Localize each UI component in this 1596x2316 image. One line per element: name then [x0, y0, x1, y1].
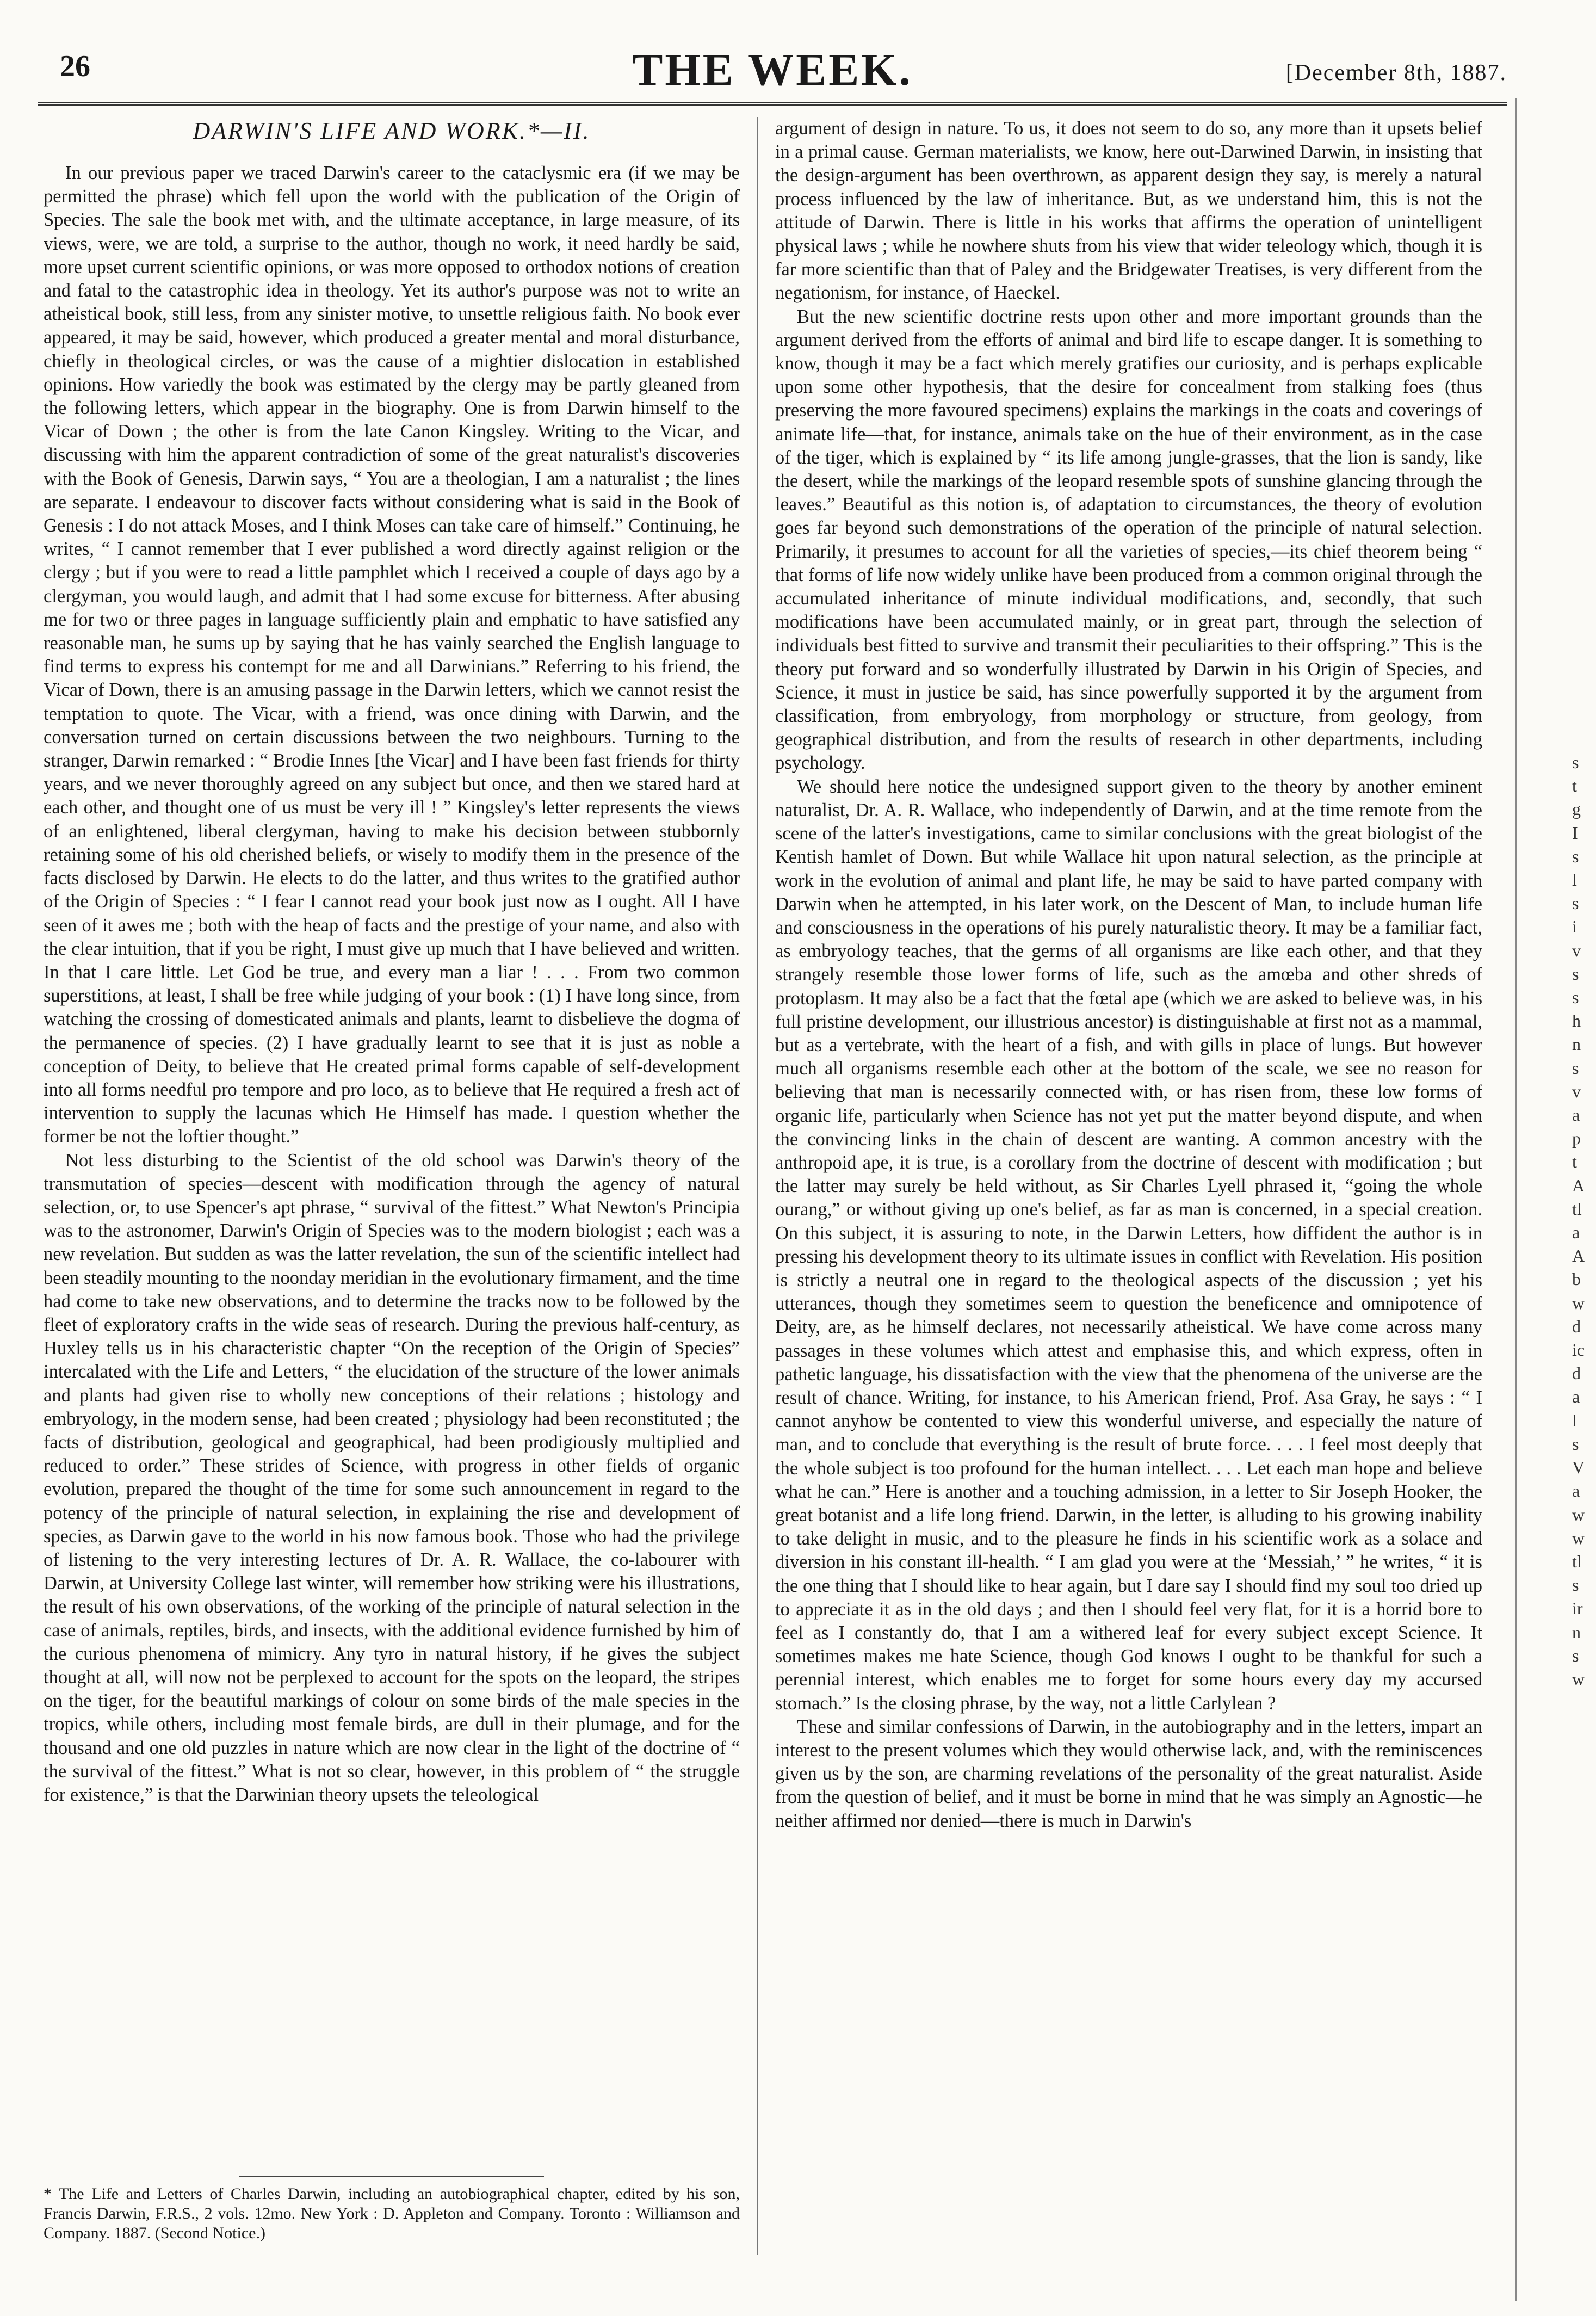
right-column [775, 117, 1482, 1833]
issue-date: [December 8th, 1887. [1285, 60, 1507, 85]
footnote-rule [239, 2176, 544, 2177]
footnote: * The Life and Letters of Charles Darwin, including an autobiographical chapter, edited by his son, Francis Darwin, F.R.S., 2 vols. 12mo. New York : D. Appleton and Company. Toronto : Williamson and Company. 1887. (Second Notice.) [44, 2185, 740, 2242]
page-number: 26 [60, 50, 90, 83]
adjacent-page-fragment: A [1572, 1175, 1585, 1195]
adjacent-page-fragment: t [1572, 1152, 1577, 1172]
adjacent-page-fragment: p [1572, 1128, 1581, 1148]
adjacent-page-fragment: s [1572, 987, 1579, 1008]
page-edge-rule [1515, 98, 1517, 2301]
adjacent-page-fragment: n [1572, 1622, 1581, 1642]
adjacent-page-fragments [1572, 751, 1594, 1691]
adjacent-page-fragment: l [1572, 870, 1577, 890]
adjacent-page-fragment: v [1572, 1081, 1581, 1101]
adjacent-page-fragment: a [1572, 1105, 1580, 1125]
adjacent-page-fragment: s [1572, 1434, 1579, 1454]
left-column [44, 117, 740, 1807]
header-rule [38, 102, 1507, 106]
journal-title: THE WEEK. [632, 45, 913, 95]
adjacent-page-fragment: a [1572, 1387, 1580, 1407]
adjacent-page-fragment: s [1572, 752, 1579, 772]
adjacent-page-fragment: a [1572, 1222, 1580, 1243]
adjacent-page-fragment: i [1572, 917, 1577, 937]
article-paragraph: These and similar confessions of Darwin, in the autobiography and in the letters, impart an interest to the present volumes which they would otherwise lack, and, with the reminiscences given us by the son, are charming revelations of the personality of the great naturalist. Aside from the question of belief, and it must be borne in mind that he was simply an Agnostic—he neither affirmed nor denied—there is much in Darwin's [775, 1716, 1482, 1831]
article-paragraph: We should here notice the undesigned support given to the theory by another eminent naturalist, Dr. A. R. Wallace, who independently of Darwin, and at the time remote from the scene of the latter's investigations, came to similar conclusions with the great biologist of the Kentish hamlet of Down. But while Wallace hit upon natural selection, as the principle at work in the evolution of animal and plant life, he may be said to have parted company with Darwin when he attempted, in his later work, on the Descent of Man, to include human life and consciousness in the operations of his purely naturalistic theory. It may be a familiar fact, as embryology teaches, that the germs of all organisms are like each other, and that they strangely resemble those lower forms of life, such as the amœba and other shreds of protoplasm. It may also be a fact that the fœtal ape (which we are asked to believe was, in his full pristine development, our illustrious ancestor) is distinguishable at first not as a mammal, but as a vertebrate, with the heart of a fish, and with gills in place of lungs. But however much all organisms resemble each other at the bottom of the scale, we see no reason for believing that man is necessarily connected with, or has risen from, these low forms of organic life, particularly when Science has not yet put the matter beyond dispute, and when the convincing links in the chain of descent are wanting. A common ancestry with the anthropoid ape, it is true, is a corollary from the doctrine of descent with modification ; but the latter may surely be held without, as Sir Charles Lyell phrased it, “going the whole ourang,” or without giving up one's belief, as far as man is concerned, in a special creation. On this subject, it is assuring to note, in the Darwin Letters, how diffident the author is in pressing his development theory to its ultimate issues in conflict with Revelation. His position is strictly a neutral one in regard to the theological aspects of the discussion ; yet his utterances, though they sometimes seem to question the beneficence and omnipotence of Deity, are, as he himself declares, not necessarily atheistical. We have come across many passages in these volumes which attest and emphasise this, and which express, often in pathetic language, his dissatisfaction with the view that the phenomena of the universe are the result of chance. Writing, for instance, to his American friend, Prof. Asa Gray, he says : “ I cannot anyhow be contented to view this wonderful universe, and especially the nature of man, and to conclude that everything is the result of brute force. . . . I feel most deeply that the whole subject is too profound for the human intellect. . . . Let each man hope and believe what he can.” Here is another and a touching admission, in a letter to Sir Joseph Hooker, the great botanist and a life long friend. Darwin, in the letter, is alluding to his growing inability to take delight in music, and to the pleasure he finds in his scientific work as a solace and diversion in his constant ill-health. “ I am glad you were at the ‘Messiah,’ ” he writes, “ it is the one thing that I should like to hear again, but I dare say I should find my soul too dried up to appreciate it as in the old days ; and then I should feel very flat, for it is a horrid bore to feel as I constantly do, that I am a withered leaf for every subject except Science. It sometimes makes me hate Science, though God knows I ought to be thankful for such a perennial interest, which enables me to forget for some hours every day my accursed stomach.” Is the closing phrase, by the way, not a little Carlylean ? [775, 776, 1482, 1714]
adjacent-page-fragment: s [1572, 893, 1579, 913]
adjacent-page-fragment: n [1572, 1034, 1581, 1054]
adjacent-page-fragment: tl [1572, 1551, 1582, 1571]
adjacent-page-fragment: w [1572, 1669, 1585, 1689]
adjacent-page-fragment: g [1572, 799, 1581, 819]
adjacent-page-fragment: s [1572, 964, 1579, 984]
adjacent-page-fragment: ic [1572, 1340, 1585, 1360]
adjacent-page-fragment: V [1572, 1457, 1585, 1478]
adjacent-page-fragment: w [1572, 1293, 1585, 1313]
adjacent-page-fragment: d [1572, 1316, 1581, 1336]
adjacent-page-fragment: s [1572, 846, 1579, 866]
adjacent-page-fragment: w [1572, 1528, 1585, 1548]
adjacent-page-fragment: a [1572, 1481, 1580, 1501]
adjacent-page-fragment: l [1572, 1410, 1577, 1430]
adjacent-page-fragment: s [1572, 1575, 1579, 1595]
article-paragraph: But the new scientific doctrine rests upon other and more important grounds than the argument derived from the efforts of animal and bird life to escape danger. It is something to know, though it may be a fact which merely gratifies our curiosity, and is perhaps explicable upon some other hypothesis, that the desire for concealment from stalking foes (thus preserving the more favoured specimens) explains the markings in the coats and coverings of animate life—that, for instance, animals take on the hue of their environment, as in the case of the tiger, which is explained by “ its life among jungle-grasses, that the lion is sandy, like the desert, while the markings of the leopard resemble spots of sunshine glancing through the leaves.” Beautiful as this notion is, of adaptation to circumstances, the theory of evolution goes far beyond such demonstrations of the operation of the principle of natural selection. Primarily, it presumes to account for all the varieties of species,—its chief theorem being “ that forms of life now widely unlike have been produced from a common original through the accumulated inheritance of minute individual modifications, and, secondly, that such modifications have been accumulated mainly, or in great part, through the selection of individuals best fitted to survive and transmit their peculiarities to their offspring.” This is the theory put forward and so wonderfully illustrated by Darwin in his Origin of Species, and Science, it must in justice be said, has since powerfully supported it by the argument from classification, from embryology, from morphology or structure, from geology, from geographical distribution, and from the results of research in other departments, including psychology. [775, 306, 1482, 774]
adjacent-page-fragment: s [1572, 1645, 1579, 1665]
article-paragraph: Not less disturbing to the Scientist of the old school was Darwin's theory of the transmutation of species—descent with modification through the agency of natural selection, or, to use Spencer's apt phrase, “ survival of the fittest.” What Newton's Principia was to the astronomer, Darwin's Origin of Species was to the modern biologist ; each was a new revelation. But sudden as was the latter revelation, the sun of the scientific intellect had been steadily mounting to the noonday meridian in the evolutionary firmament, and the time had come to take new observations, and to determine the tracks now to be followed by the fleet of exploratory crafts in the wide seas of research. During the previous half-century, as Huxley tells us in his characteristic chapter “On the reception of the Origin of Species” intercalated with the Life and Letters, “ the elucidation of the structure of the lower animals and plants had given rise to wholly new conceptions of their relations ; histology and embryology, in the modern sense, had been created ; physiology had been reconstituted ; the facts of distribution, geological and geographical, had been prodigiously multiplied and reduced to order.” These strides of Science, with progress in other fields of organic evolution, prepared the thought of the time for some such announcement in regard to the potency of the principle of natural selection, in explaining the rise and development of species, as Darwin gave to the world in his now famous book. Those who had the privilege of listening to the very interesting lectures of Dr. A. R. Wallace, the co-labourer with Darwin, at University College last winter, will remember how striking were his illustrations, the result of his own observations, of the working of the principle of natural selection in the case of animals, reptiles, birds, and insects, with the additional evidence furnished by him of the curious phenomena of mimicry. Any tyro in natural history, if he gives the subject thought at all, will now not be perplexed to account for the spots on the leopard, the stripes on the tiger, for the beautiful markings of colour on some birds of the male species in the tropics, while others, including most female birds, are dull in their plumage, and for the thousand and one old puzzles in nature which are now clear in the light of the doctrine of “ the survival of the fittest.” What is not so clear, however, in this problem of “ the struggle for existence,” is that the Darwinian theory upsets the teleological [44, 1150, 740, 1806]
article-title: DARWIN'S LIFE AND WORK.*—II. [193, 118, 591, 144]
adjacent-page-fragment: tl [1572, 1199, 1582, 1219]
article-paragraph: argument of design in nature. To us, it does not seem to do so, any more than it upsets belief in a primal cause. German materialists, we know, here out-Darwined Darwin, in insisting that the design-argument has been overthrown, as apparent design they say, is merely a natural process influenced by the law of inheritance. But, as we understand him, this is not the attitude of Darwin. There is little in his works that affirms the operation of unintelligent physical laws ; while he nowhere shuts from his view that wider teleology which, though it is far more scientific than that of Paley and the Bridgewater Treatises, is very different from the negationism, for instance, of Haeckel. [775, 118, 1482, 304]
adjacent-page-fragment: ir [1572, 1598, 1583, 1619]
adjacent-page-fragment: t [1572, 776, 1577, 796]
adjacent-page-fragment: A [1572, 1246, 1585, 1266]
adjacent-page-fragment: w [1572, 1504, 1585, 1524]
adjacent-page-fragment: v [1572, 940, 1581, 960]
adjacent-page-fragment: b [1572, 1269, 1581, 1289]
column-divider [757, 117, 758, 2255]
adjacent-page-fragment: s [1572, 1058, 1579, 1078]
article-paragraph: In our previous paper we traced Darwin's career to the cataclysmic era (if we may be permitted the phrase) which fell upon the world with the publication of the Origin of Species. The sale the book met with, and the ultimate acceptance, in large measure, of its views, were, we are told, a surprise to the author, though no work, it need hardly be said, more upset current scientific opinions, or was more opposed to orthodox notions of creation and fatal to the catastrophic idea in theology. Yet its author's purpose was not to write an atheistical book, still less, from any sinister motive, to unsettle religious faith. No book ever appeared, it may be said, however, which produced a greater mental and moral disturbance, chiefly in theological circles, or was the cause of a mightier dislocation in established opinions. How variedly the book was estimated by the clergy may be partly gleaned from the following letters, which appear in the biography. One is from Darwin himself to the Vicar of Down ; the other is from the late Canon Kingsley. Writing to the Vicar, and discussing with him the apparent contradiction of some of the great naturalist's discoveries with the Book of Genesis, Darwin says, “ You are a theologian, I am a naturalist ; the lines are separate. I endeavour to discover facts without considering what is said in the Book of Genesis : I do not attack Moses, and I think Moses can take care of himself.” Continuing, he writes, “ I cannot remember that I ever published a word directly against religion or the clergy ; but if you were to read a little pamphlet which I received a couple of days ago by a clergyman, you would laugh, and admit that I had some excuse for bitterness. After abusing me for two or three pages in language sufficiently plain and emphatic to have satisfied any reasonable man, he sums up by saying that he has vainly searched the English language to find terms to express his contempt for me and all Darwinians.” Referring to his friend, the Vicar of Down, there is an amusing passage in the Darwin letters, which we cannot resist the temptation to quote. The Vicar, with a friend, was once dining with Darwin, and the conversation turned on certain discussions between the two neighbours. Turning to the stranger, Darwin remarked : “ Brodie Innes [the Vicar] and I have been fast friends for thirty years, and we never thoroughly agreed on any subject but once, and then we stared hard at each other, and thought one of us must be very ill ! ” Kingsley's letter represents the views of an enlightened, liberal clergyman, having to make his decision between stubbornly retaining some of his old cherished beliefs, or wisely to modify them in the presence of the facts disclosed by Darwin. He elects to do the latter, and thus writes to the gratified author of the Origin of Species : “ I fear I cannot read your book just now as I ought. All I have seen of it awes me ; both with the heap of facts and the prestige of your name, and also with the clear intuition, that if you be right, I must give up much that I have believed and written. In that I care little. Let God be true, and every man a liar ! . . . From two common superstitions, at least, I shall be free while judging of your book : (1) I have long since, from watching the crossing of domesticated animals and plants, learnt to disbelieve the dogma of the permanence of species. (2) I have gradually learnt to see that it is just as noble a conception of Deity, to believe that He created primal forms capable of self-development into all forms needful pro tempore and pro loco, as to believe that He required a fresh act of intervention to supply the lacunas which He Himself has made. I question whether the former be not the loftier thought.” [44, 163, 740, 1147]
adjacent-page-fragment: I [1572, 823, 1578, 843]
page-header [38, 16, 1507, 95]
adjacent-page-fragment: h [1572, 1011, 1581, 1031]
adjacent-page-fragment: d [1572, 1363, 1581, 1384]
